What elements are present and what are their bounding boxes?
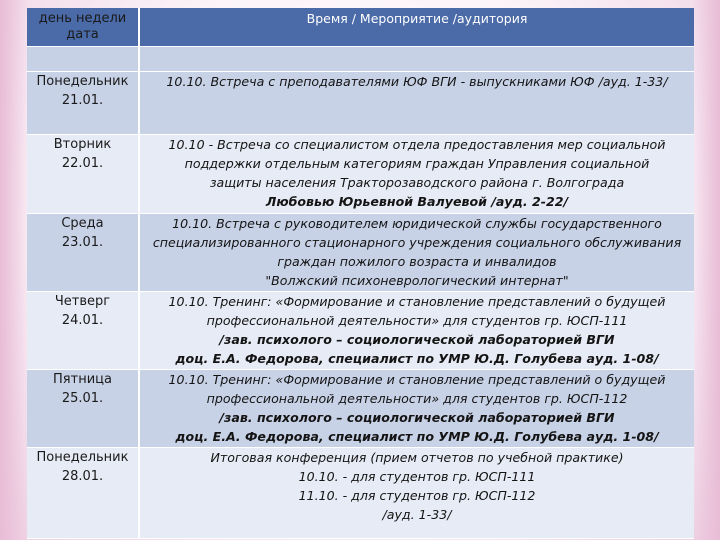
day-name: Среда <box>61 216 104 231</box>
day-date: 25.01. <box>61 391 104 406</box>
event-line: /ауд. 1-33/ <box>382 507 452 522</box>
schedule-table <box>27 8 694 539</box>
table-row <box>27 135 694 214</box>
table-row <box>27 370 694 448</box>
event-line: доц. Е.А. Федорова, специалист по УМР Ю.Д. Голубева ауд. 1-08/ <box>175 351 659 366</box>
table-row <box>27 72 694 135</box>
day-date: 22.01. <box>61 156 104 171</box>
spacer-cell-event <box>139 47 694 72</box>
header-day-label <box>27 8 138 43</box>
day-cell <box>27 370 139 448</box>
event-line: профессиональной деятельности» для студентов гр. ЮСП-111 <box>206 313 628 328</box>
event-line: граждан пожилого возраста и инвалидов <box>277 254 557 269</box>
day-name: Пятница <box>53 372 112 387</box>
event-line: 10.10. Встреча с преподавателями ЮФ ВГИ - выпускниками ЮФ /ауд. 1-33/ <box>166 74 668 89</box>
spacer-row <box>27 47 694 72</box>
event-cell <box>139 72 694 135</box>
event-line: /зав. психолого – социологической лабораторией ВГИ <box>219 410 615 425</box>
event-line: 10.10. Встреча с руководителем юридической службы государственного <box>172 216 662 231</box>
day-cell <box>27 448 139 539</box>
day-name: Вторник <box>53 137 112 152</box>
event-line: "Волжский психоневрологический интернат" <box>265 273 569 288</box>
day-date: 28.01. <box>61 469 104 484</box>
day-date: 24.01. <box>61 313 104 328</box>
day-cell <box>27 292 139 370</box>
event-line: Любовью Юрьевной Валуевой /ауд. 2-22/ <box>265 194 569 209</box>
spacer-cell-day <box>27 47 139 72</box>
slide-edge-left <box>0 0 28 540</box>
event-line: защиты населения Тракторозаводского района г. Волгограда <box>209 175 625 190</box>
day-cell <box>27 135 139 214</box>
table-header-row <box>27 8 694 47</box>
event-line: доц. Е.А. Федорова, специалист по УМР Ю.Д. Голубева ауд. 1-08/ <box>175 429 659 444</box>
day-date: 23.01. <box>61 235 104 250</box>
slide-edge-right <box>692 0 720 540</box>
header-event-cell <box>139 8 694 47</box>
day-name: Понедельник <box>36 450 129 465</box>
event-line: профессиональной деятельности» для студентов гр. ЮСП-112 <box>206 391 628 406</box>
header-event-label: Время / Мероприятие /аудитория <box>306 11 528 26</box>
table-row <box>27 214 694 292</box>
event-line: /зав. психолого – социологической лабораторией ВГИ <box>219 332 615 347</box>
event-cell <box>139 448 694 539</box>
event-line: 10.10. Тренинг: «Формирование и становление представлений о будущей <box>168 294 666 309</box>
table-row <box>27 292 694 370</box>
header-day-line2: дата <box>66 27 99 42</box>
event-line: поддержки отдельным категориям граждан Управления социальной <box>184 156 650 171</box>
header-day-cell <box>27 8 139 47</box>
day-date: 21.01. <box>61 93 104 108</box>
event-cell <box>139 135 694 214</box>
day-cell <box>27 214 139 292</box>
event-cell <box>139 370 694 448</box>
day-name: Понедельник <box>36 74 129 89</box>
day-cell <box>27 72 139 135</box>
event-line: специализированного стационарного учреждения социального обслуживания <box>152 235 682 250</box>
event-line: 10.10. Тренинг: «Формирование и становление представлений о будущей <box>168 372 666 387</box>
table-row <box>27 448 694 539</box>
event-line: 10.10. - для студентов гр. ЮСП-111 <box>298 469 536 484</box>
day-name: Четверг <box>54 294 111 309</box>
header-day-line1: день недели <box>38 11 127 26</box>
event-line: Итоговая конференция (прием отчетов по учебной практике) <box>210 450 624 465</box>
event-line: 10.10 - Встреча со специалистом отдела предоставления мер социальной <box>168 137 666 152</box>
event-line: 11.10. - для студентов гр. ЮСП-112 <box>298 488 536 503</box>
event-cell <box>139 214 694 292</box>
event-cell <box>139 292 694 370</box>
